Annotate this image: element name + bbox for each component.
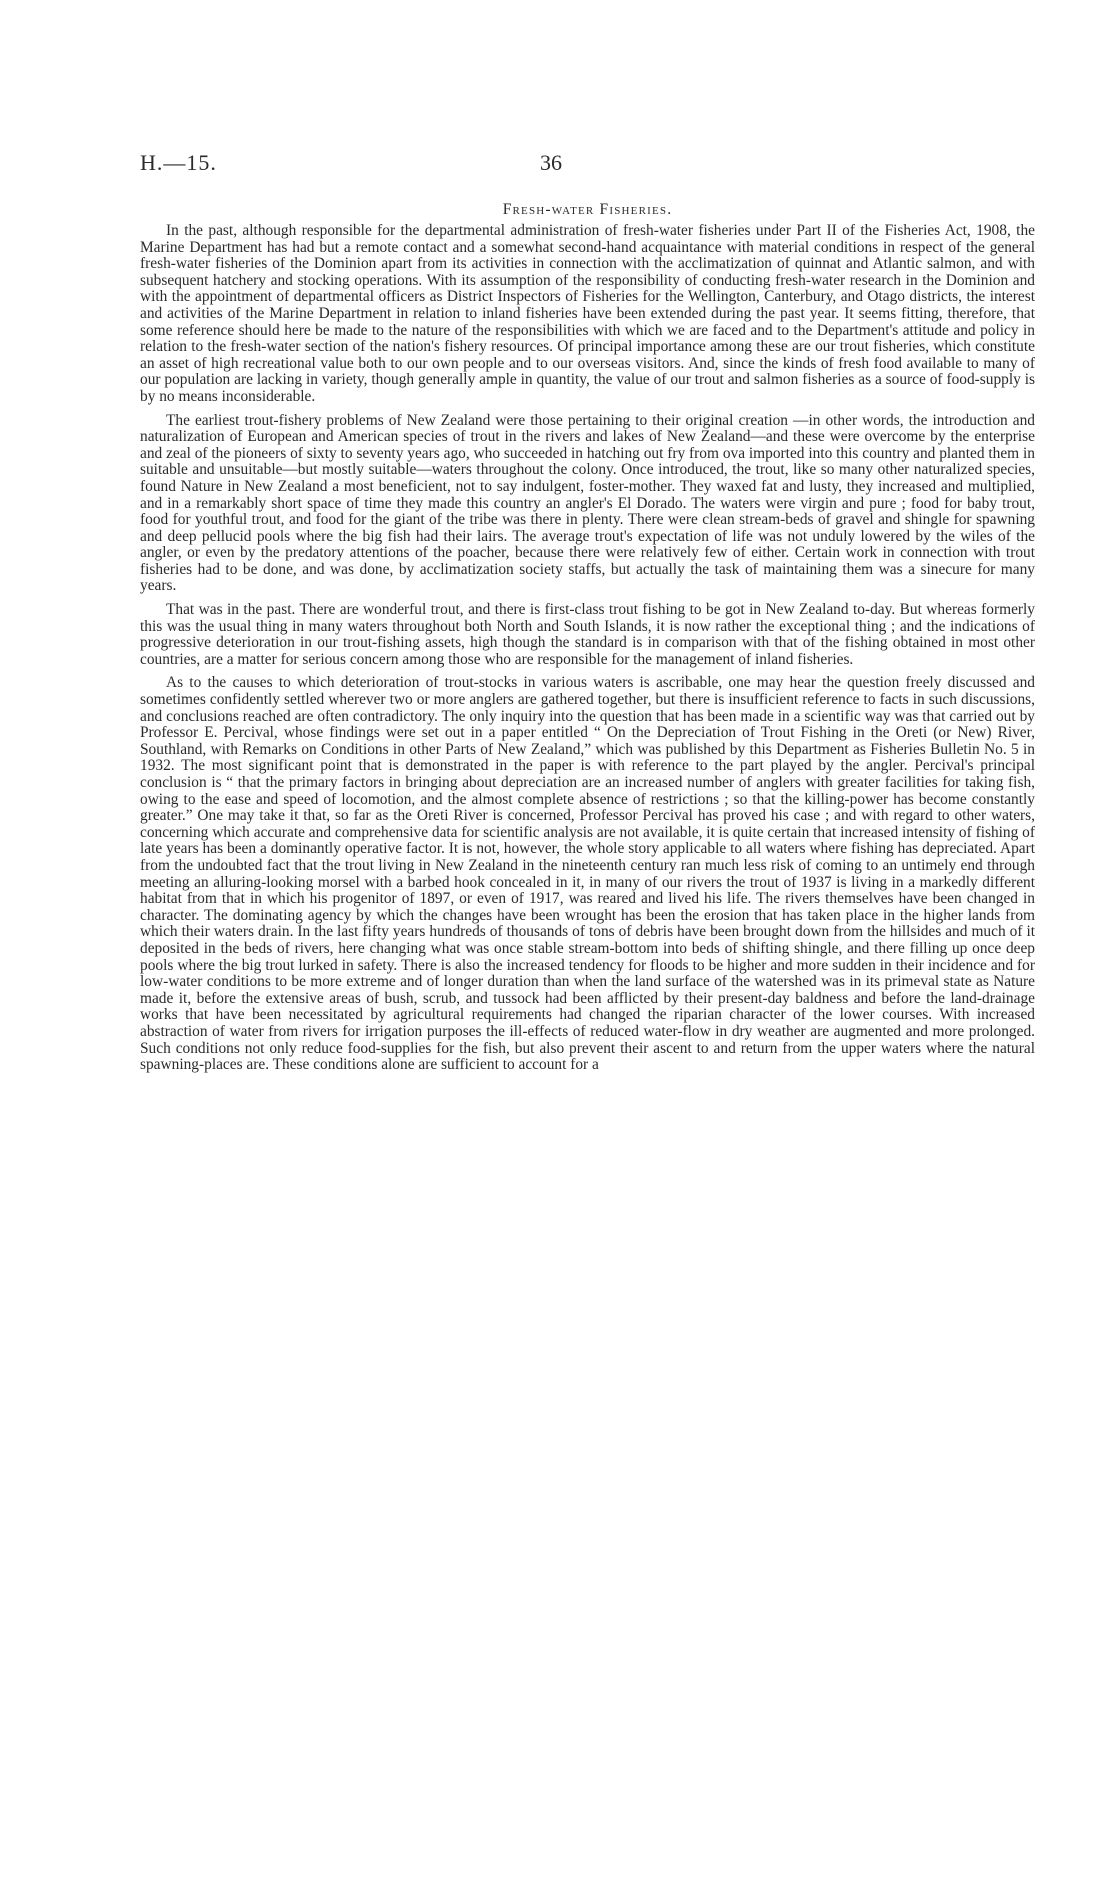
running-head (140, 150, 1040, 180)
paragraph: In the past, although responsible for the departmental administration of fresh-water fisheries under Part II of the Fisheries Act, 1908, the Marine Department has had but a remote contact and a somewhat second-hand acquaintance with material conditions in respect of the general fresh-water fisheries of the Dominion apart from its activities in connection with the acclimatization of quinnat and Atlantic salmon, and with subsequent hatchery and stocking operations. With its assumption of the responsibility of conducting fresh-water research in the Dominion and with the appointment of departmental officers as District Inspectors of Fisheries for the Wellington, Canterbury, and Otago districts, the interest and activities of the Marine Department in relation to inland fisheries have been extended during the past year. It seems fitting, therefore, that some reference should here be made to the nature of the responsibilities with which we are faced and to the Department's attitude and policy in relation to the fresh-water section of the nation's fishery resources. Of principal importance among these are our trout fisheries, which constitute an asset of high recreational value both to our own people and to our overseas visitors. And, since the kinds of fresh food available to many of our population are lacking in variety, though generally ample in quantity, the value of our trout and salmon fisheries as a source of food-supply is by no means inconsiderable. (140, 222, 1035, 405)
section-heading: Fresh-water Fisheries. (502, 201, 673, 218)
paragraph: That was in the past. There are wonderful trout, and there is first-class trout fishing to be got in New Zealand to-day. But whereas formerly this was the usual thing in many waters throughout both North and South Islands, it is now rather the exceptional thing ; and the indications of progressive deterioration in our trout-fishing assets, high though the standard is in comparison with that of the fishing obtained in most other countries, are a matter for serious concern among those who are responsible for the management of inland fisheries. (140, 601, 1035, 668)
paragraph: As to the causes to which deterioration of trout-stocks in various waters is ascribable, one may hear the question freely discussed and sometimes confidently settled wherever two or more anglers are gathered together, but there is insufficient reference to facts in such discussions, and conclusions reached are often contradictory. The only inquiry into the question that has been made in a scientific way was that carried out by Professor E. Percival, whose findings were set out in a paper entitled “ On the Depreciation of Trout Fishing in the Oreti (or New) River, Southland, with Remarks on Conditions in other Parts of New Zealand,” which was published by this Department as Fisheries Bulletin No. 5 in 1932. The most significant point that is demonstrated in the paper is with reference to the part played by the angler. Percival's principal conclusion is “ that the primary factors in bringing about depreciation are an increased number of anglers with greater facilities for taking fish, owing to the ease and speed of locomotion, and the almost complete absence of restrictions ; so that the killing-power has become constantly greater.” One may take it that, so far as the Oreti River is concerned, Professor Percival has proved his case ; and with regard to other waters, concerning which accurate and comprehensive data for scientific analysis are not available, it is quite certain that increased intensity of fishing of late years has been a dominantly operative factor. It is not, however, the whole story applicable to all waters where fishing has depreciated. Apart from the undoubted fact that the trout living in New Zealand in the nineteenth century ran much less risk of coming to an untimely end through meeting an alluring-looking morsel with a barbed hook concealed in it, in many of our rivers the trout of 1937 is living in a markedly different habitat from that in which his progenitor of 1897, or even of 1917, was reared and lived his life. The rivers themselves have been changed in character. The dominating agency by which the changes have been wrought has been the erosion that has taken place in the higher lands from which their waters drain. In the last fifty years hundreds of thousands of tons of debris have been brought down from the hillsides and much of it deposited in the beds of rivers, here changing what was once stable stream-bottom into beds of shifting shingle, and there filling up once deep pools where the big trout lurked in safety. There is also the increased tendency for floods to be higher and more sudden in their incidence and for low-water conditions to be more extreme and of longer duration than when the land surface of the watershed was in its primeval state as Nature made it, before the extensive areas of bush, scrub, and tussock had been afflicted by their present-day baldness and before the land-drainage works that have been necessitated by agricultural requirements had changed the riparian character of the lower courses. With increased abstraction of water from rivers for irrigation purposes the ill-effects of reduced water-flow in dry weather are augmented and more prolonged. Such conditions not only reduce food-supplies for the fish, but also prevent their ascent to and return from the upper waters where the natural spawning-places are. These conditions alone are sufficient to account for a (140, 674, 1035, 1074)
paragraph: The earliest trout-fishery problems of New Zealand were those pertaining to their original creation —in other words, the introduction and naturalization of European and American species of trout in the rivers and lakes of New Zealand—and these were overcome by the enterprise and zeal of the pioneers of sixty to seventy years ago, who succeeded in hatching out fry from ova imported into this country and planted them in suitable and unsuitable—but mostly suitable—waters throughout the colony. Once introduced, the trout, like so many other naturalized species, found Nature in New Zealand a most beneficient, not to say indulgent, foster-mother. They waxed fat and lusty, they increased and multiplied, and in a remarkably short space of time they made this country an angler's El Dorado. The waters were virgin and pure ; food for baby trout, food for youthful trout, and food for the giant of the tribe was there in plenty. There were clean stream-beds of gravel and shingle for spawning and deep pellucid pools where the big fish had their lairs. The average trout's expectation of life was not unduly lowered by the wiles of the angler, or even by the predatory attentions of the poacher, because there were relatively few of either. Certain work in connection with trout fisheries had to be done, and was done, by acclimatization society staffs, but actually the task of maintaining them was a sinecure for many years. (140, 411, 1035, 595)
page-number: 36 (540, 150, 562, 175)
body-text (140, 223, 1035, 1081)
document-reference: H.—15. (140, 150, 217, 175)
